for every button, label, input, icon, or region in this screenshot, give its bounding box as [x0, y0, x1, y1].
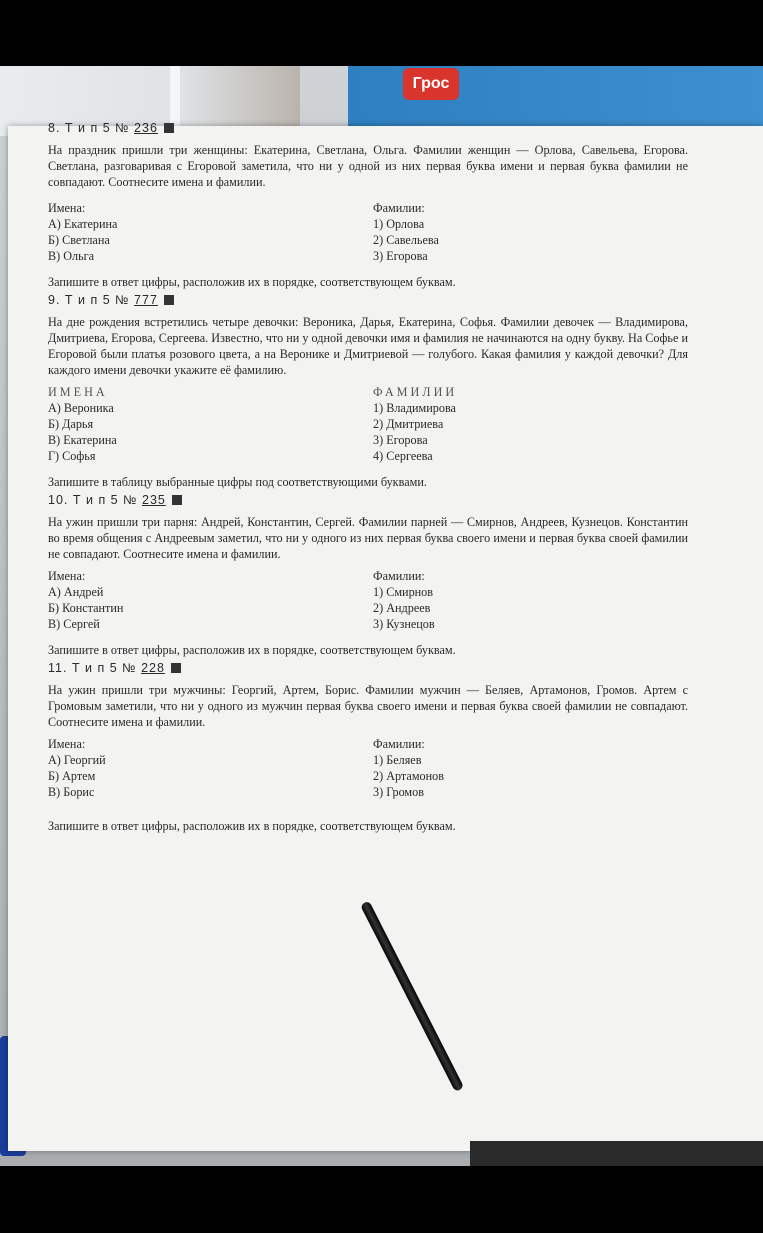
answer-instruction: Запишите в ответ цифры, расположив их в порядке, соответствующем буквам. [48, 819, 456, 833]
answer-instruction: Запишите в таблицу выбранные цифры под соответствующими буквами. [48, 475, 427, 489]
square-icon [171, 663, 181, 673]
task-id-link[interactable]: 228 [141, 661, 165, 675]
names-header: Имена: [48, 201, 86, 215]
task-header [48, 660, 688, 676]
name-item: А) Георгий [48, 753, 106, 767]
task-11 [48, 660, 688, 834]
name-item: Б) Светлана [48, 233, 110, 247]
surname-item: 3) Егорова [373, 249, 428, 263]
surname-item: 4) Сергеева [373, 449, 433, 463]
answer-instruction: Запишите в ответ цифры, расположив их в порядке, соответствующем буквам. [48, 643, 456, 657]
names-column [48, 384, 363, 464]
surname-item: 1) Орлова [373, 217, 425, 231]
surnames-header: ФАМИЛИИ [373, 385, 458, 399]
task-type-label: Т и п 5 № [72, 493, 138, 507]
task-text: На дне рождения встретились четыре девочки: Вероника, Дарья, Екатерина, Софья. Фамилии девочек — Владимирова, Дмитриева, Егорова, Сергеева. Известно, что ни у одной девочки имя и фамилия не начинаются на одну букву. На Софье и Егоровой были платья розового цвета, а на Веронике и Дмитриевой — голубого. Какая фамилия у каждой девочки? Для каждого имени девочки укажите её фамилию. [48, 315, 688, 377]
names-header: Имена: [48, 569, 86, 583]
surname-item: 2) Андреев [373, 601, 431, 615]
name-item: Б) Константин [48, 601, 124, 615]
name-item: В) Екатерина [48, 433, 117, 447]
task-number: 10. [48, 493, 69, 507]
name-item: А) Андрей [48, 585, 104, 599]
surname-item: 3) Громов [373, 785, 424, 799]
task-number: 8. [48, 121, 61, 135]
name-item: Б) Дарья [48, 417, 94, 431]
surnames-column [363, 200, 688, 264]
surnames-column [363, 736, 688, 800]
task-9 [48, 292, 688, 490]
matching-columns [48, 568, 688, 632]
surnames-header: Фамилии: [373, 737, 425, 751]
task-number: 9. [48, 293, 61, 307]
name-item: В) Сергей [48, 617, 100, 631]
task-id-link[interactable]: 236 [134, 121, 158, 135]
task-id-link[interactable]: 777 [134, 293, 158, 307]
square-icon [164, 295, 174, 305]
task-10 [48, 492, 688, 658]
square-icon [172, 495, 182, 505]
surnames-header: Фамилии: [373, 569, 425, 583]
task-header [48, 292, 688, 308]
name-item: В) Ольга [48, 249, 95, 263]
worksheet [48, 120, 688, 836]
name-item: Б) Артем [48, 769, 96, 783]
matching-columns [48, 200, 688, 264]
table-edge [470, 1141, 763, 1166]
surname-item: 2) Артамонов [373, 769, 444, 783]
surname-item: 2) Дмитриева [373, 417, 444, 431]
task-type-label: Т и п 5 № [71, 661, 137, 675]
surname-item: 3) Кузнецов [373, 617, 435, 631]
publisher-logo: Грос [403, 68, 459, 100]
task-header [48, 120, 688, 136]
task-text: На ужин пришли три мужчины: Георгий, Артем, Борис. Фамилии мужчин — Беляев, Артамонов, Громов. Артем с Громовым заметили, что ни у одного из мужчин первая буква своего имени и первая буква своей фамилии не совпадают. Соотнесите имена и фамилии. [48, 683, 688, 729]
square-icon [164, 123, 174, 133]
surname-item: 2) Савельева [373, 233, 439, 247]
name-item: А) Екатерина [48, 217, 118, 231]
surnames-column [363, 568, 688, 632]
task-type-label: Т и п 5 № [64, 121, 130, 135]
matching-columns [48, 736, 688, 800]
surname-item: 1) Владимирова [373, 401, 456, 415]
names-column [48, 736, 363, 800]
names-header: Имена: [48, 737, 86, 751]
surnames-column [363, 384, 688, 464]
surname-item: 1) Смирнов [373, 585, 434, 599]
surname-item: 3) Егорова [373, 433, 428, 447]
names-header: ИМЕНА [48, 385, 108, 399]
task-type-label: Т и п 5 № [64, 293, 130, 307]
answer-instruction: Запишите в ответ цифры, расположив их в порядке, соответствующем буквам. [48, 275, 456, 289]
task-text: На ужин пришли три парня: Андрей, Константин, Сергей. Фамилии парней — Смирнов, Андреев, Кузнецов. Константин во время общения с Андреевым заметил, что ни у одного из них первая буква своего имени и первая буква своей фамилии не совпадают. Соотнесите имена и фамилии. [48, 515, 688, 561]
names-column [48, 200, 363, 264]
task-number: 11. [48, 661, 68, 675]
name-item: Г) Софья [48, 449, 96, 463]
task-8 [48, 120, 688, 290]
name-item: В) Борис [48, 785, 95, 799]
names-column [48, 568, 363, 632]
name-item: А) Вероника [48, 401, 114, 415]
surname-item: 1) Беляев [373, 753, 422, 767]
matching-columns [48, 384, 688, 464]
task-id-link[interactable]: 235 [142, 493, 166, 507]
task-text: На праздник пришли три женщины: Екатерина, Светлана, Ольга. Фамилии женщин — Орлова, Савельева, Егорова. Светлана, разговаривая с Егоровой заметила, что ни у одной из них первая буква имени и первая буква фамилии не совпадают. Соотнесите имена и фамилии. [48, 143, 688, 189]
surnames-header: Фамилии: [373, 201, 425, 215]
task-header [48, 492, 688, 508]
